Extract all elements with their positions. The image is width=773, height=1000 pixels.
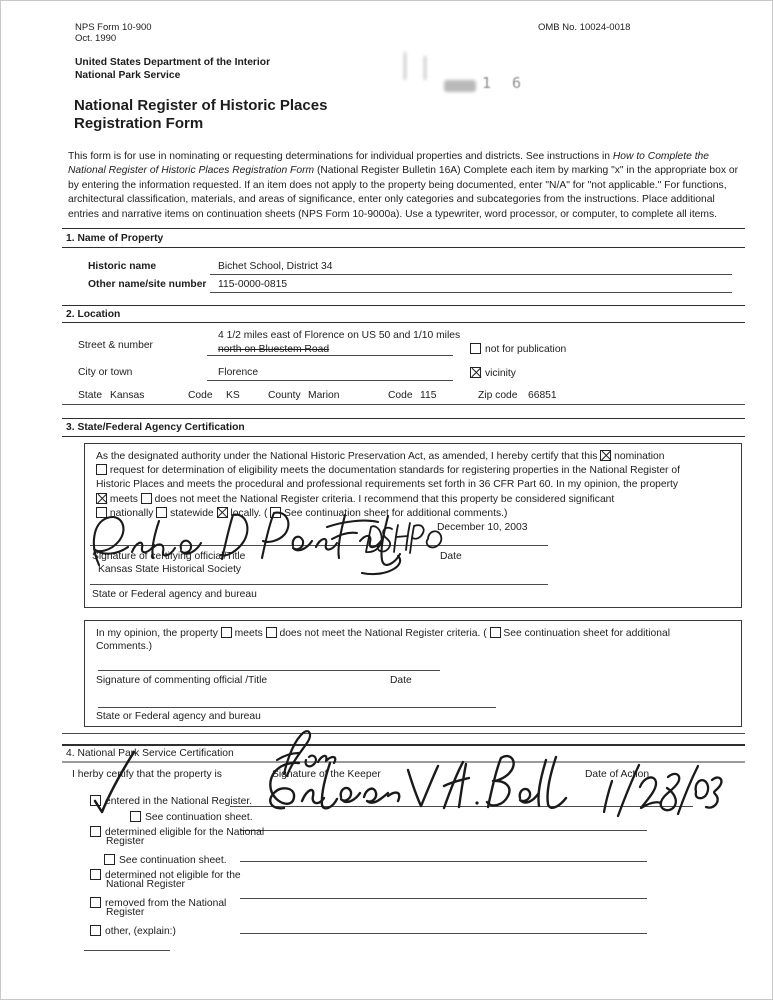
historic-name-value: Bichet School, District 34	[218, 261, 333, 272]
certifying-signature-label: Signature of certifying official/Title	[92, 551, 246, 562]
see-continuation-label: See continuation sheet for additional comments.)	[284, 508, 508, 519]
county-label: County	[268, 390, 301, 401]
cert-line3: Historic Places and meets the procedural and professional requirements set forth in 36 CFR Part 60. In my opinion, the property	[96, 479, 679, 490]
determined-eligible-checkbox	[90, 826, 101, 837]
removed-label2: Register	[106, 907, 145, 918]
page-title-line1: National Register of Historic Places	[74, 97, 328, 114]
section3-heading: 3. State/Federal Agency Certification	[66, 422, 245, 433]
locally-checkbox	[217, 507, 228, 518]
meets-label: meets	[109, 494, 138, 505]
opinion-pre: In my opinion, the property	[96, 628, 218, 639]
entered-checkbox	[90, 795, 101, 806]
see-continuation-checkbox	[270, 507, 281, 518]
determined-eligible-label2: Register	[106, 836, 145, 847]
determined-not-eligible-label: determined not eligible for the	[105, 870, 241, 881]
statewide-label: statewide	[170, 508, 214, 519]
code2-label: Code	[388, 390, 413, 401]
opinion-meets-label: meets	[234, 628, 263, 639]
code1-value: KS	[226, 390, 240, 401]
not-for-publication-row	[470, 339, 566, 357]
street-label: Street & number	[78, 340, 153, 351]
cert-line4	[96, 493, 614, 507]
certifying-organization: Kansas State Historical Society	[98, 564, 242, 575]
request-checkbox	[96, 464, 107, 475]
state-label: State	[78, 390, 103, 401]
certifying-date-value: December 10, 2003	[437, 522, 528, 533]
opinion-meets-checkbox	[221, 627, 232, 638]
commenting-signature-label: Signature of commenting official /Title	[96, 675, 268, 686]
form-number: NPS Form 10-900	[75, 22, 152, 33]
form-date: Oct. 1990	[75, 33, 117, 44]
opinion-line2: Comments.)	[96, 641, 153, 652]
cert-line2	[96, 464, 680, 478]
street-value-line1: 4 1/2 miles east of Florence on US 50 and 1/10 miles	[218, 330, 461, 341]
other-name-value: 115-0000-0815	[218, 279, 288, 290]
opinion-continuation-checkbox	[490, 627, 501, 638]
department-name: United States Department of the Interior	[75, 57, 271, 68]
request-label: request for determination of eligibility meets the documentation standards for registering properties in the National Register of	[109, 465, 680, 476]
statewide-checkbox	[156, 507, 167, 518]
commenting-agency-label: State or Federal agency and bureau	[96, 711, 261, 722]
nationally-checkbox	[96, 507, 107, 518]
historic-name-label: Historic name	[88, 261, 157, 272]
determined-not-eligible-label2: National Register	[106, 879, 185, 890]
other-label: other, (explain:)	[105, 926, 176, 937]
instructions-pre: This form is for use in nominating or requesting determinations for individual properties and districts. See instructions in	[68, 151, 613, 162]
zip-label: Zip code	[478, 390, 518, 401]
keeper-certify-line: I herby certify that the property is	[72, 769, 222, 780]
entered-label: entered in the National Register.	[105, 796, 253, 807]
does-not-meet-label: does not meet the National Register criteria. I recommend that this property be considered significant	[154, 494, 615, 505]
other-row	[90, 921, 176, 939]
stamp-smudge	[444, 80, 476, 92]
bureau-name: National Park Service	[75, 70, 181, 81]
removed-checkbox	[90, 897, 101, 908]
date-stamp: 1 6	[482, 74, 528, 92]
see-continuation-label-2: See continuation sheet.	[119, 855, 227, 866]
certifying-agency-label: State or Federal agency and bureau	[92, 589, 257, 600]
nomination-checkbox	[600, 450, 611, 461]
section2-heading: 2. Location	[66, 309, 121, 320]
city-label: City or town	[78, 367, 133, 378]
cert-line1	[96, 450, 665, 464]
city-value: Florence	[218, 367, 259, 378]
vicinity-row	[470, 363, 516, 381]
instructions-post: (National Register Bulletin 16A) Complete each item by marking "x" in the appropriate box or by entering the information requested. If an item does not apply to the property being documented, enter "N/A" for "not applicable." For functions, architectural classification, materials, and areas of significance, enter only categories and subcategories from the instructions. Place additional entries and narrative items on continuation sheets (NPS Form 10-9000a). Use a typewriter, word processor, or computer, to complete all items.	[68, 165, 739, 220]
locally-label: locally. (	[230, 508, 268, 519]
nationally-label: nationally	[109, 508, 154, 519]
determined-eligible-label: determined eligible for the National	[105, 827, 265, 838]
cert-line5	[96, 507, 507, 521]
not-for-publication-label: not for publication	[485, 344, 567, 355]
date-of-action-label: Date of Action	[585, 769, 650, 780]
certifying-date-label: Date	[440, 551, 462, 562]
zip-value: 66851	[528, 390, 557, 401]
keeper-signature-label: Signature of the Keeper	[272, 769, 381, 780]
opinion-does-not-meet-checkbox	[266, 627, 277, 638]
determined-not-eligible-checkbox	[90, 869, 101, 880]
vicinity-label: vicinity	[485, 368, 516, 379]
opinion-cont: See continuation sheet for additional	[503, 628, 670, 639]
omb-number: OMB No. 10024-0018	[538, 22, 631, 33]
meets-checkbox	[96, 493, 107, 504]
page-title-line2: Registration Form	[74, 115, 204, 132]
section1-heading: 1. Name of Property	[66, 233, 164, 244]
see-continuation-checkbox-1	[130, 811, 141, 822]
opinion-rest: does not meet the National Register criteria. (	[279, 628, 487, 639]
opinion-line1	[96, 627, 670, 641]
other-name-label: Other name/site number	[88, 279, 207, 290]
street-value-line2: north on Bluestem Road	[218, 344, 330, 355]
see-continuation-label-1: See continuation sheet.	[145, 812, 253, 823]
nomination-label: nomination	[614, 451, 665, 462]
removed-label: removed from the National	[105, 898, 227, 909]
code1-label: Code	[188, 390, 213, 401]
scan-mark	[424, 56, 426, 80]
commenting-date-label: Date	[390, 675, 412, 686]
section4-heading: 4. National Park Service Certification	[66, 748, 234, 759]
county-value: Marion	[308, 390, 340, 401]
code2-value: 115	[420, 390, 437, 401]
not-for-publication-checkbox	[470, 343, 481, 354]
state-value: Kansas	[110, 390, 145, 401]
instructions-italic: How to Complete the National Register of Historic Places Registration Form	[68, 151, 710, 177]
does-not-meet-checkbox	[141, 493, 152, 504]
vicinity-checkbox	[470, 367, 481, 378]
see-continuation-checkbox-2	[104, 854, 115, 865]
keeper-signature	[270, 756, 566, 808]
form-instructions	[68, 150, 744, 222]
other-checkbox	[90, 925, 101, 936]
scan-mark	[404, 52, 406, 80]
cert-line1-text: As the designated authority under the National Historic Preservation Act, as amended, I hereby certify that this	[96, 451, 598, 462]
